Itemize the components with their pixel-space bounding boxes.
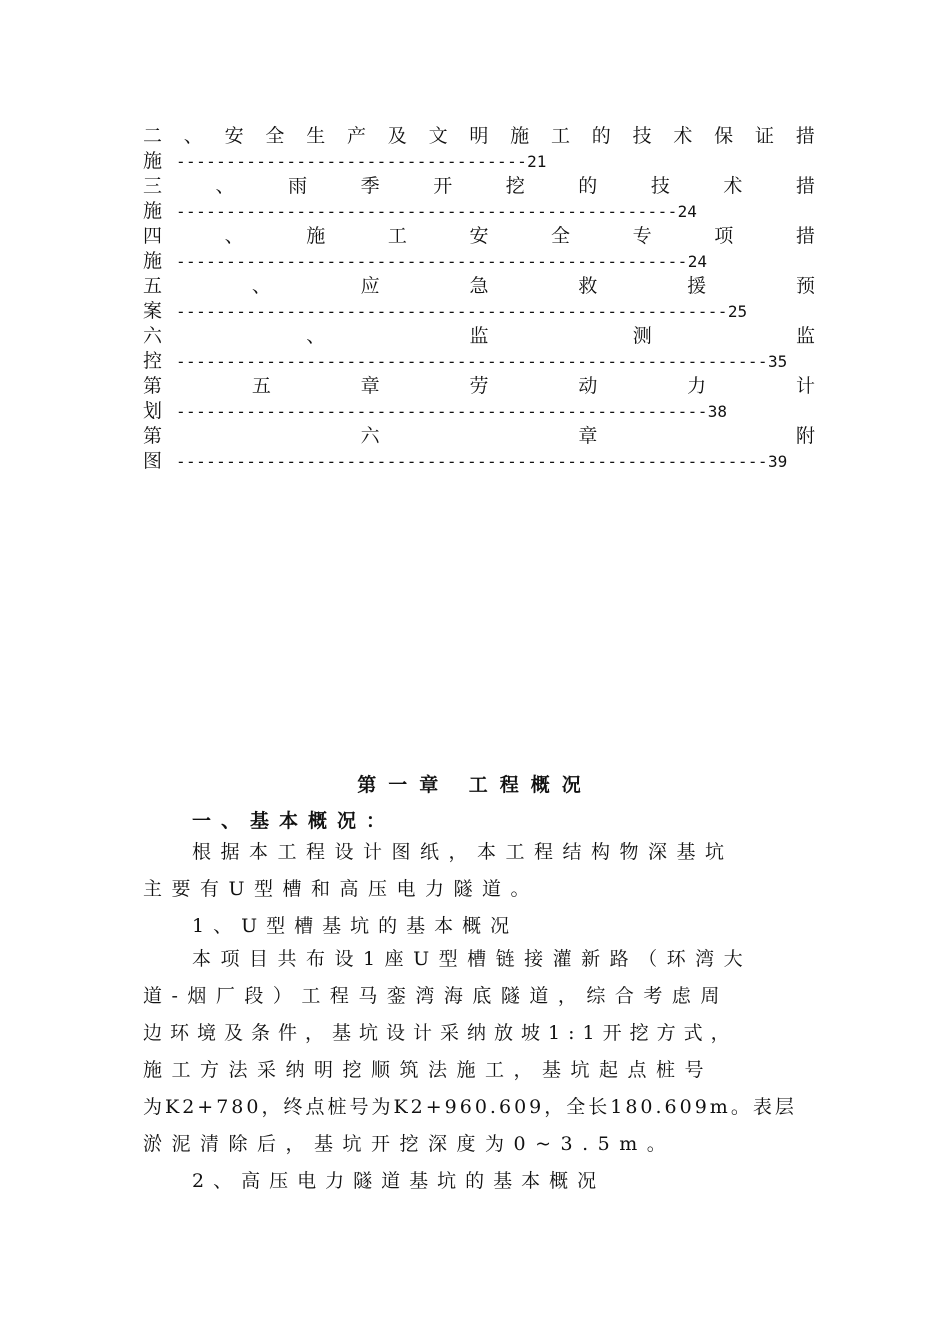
- toc-title-last-char: 控: [143, 350, 163, 372]
- toc-title-char: 全: [265, 125, 285, 147]
- toc-title-char: 生: [306, 125, 326, 147]
- toc-entry-title: [143, 424, 815, 449]
- toc-leader-line: [143, 349, 815, 374]
- toc-entry[interactable]: [143, 374, 815, 424]
- toc-entry-title: [143, 274, 815, 299]
- toc-page-number: 21: [527, 152, 547, 171]
- toc-page-number: 39: [767, 452, 788, 471]
- chapter-title: 第一章 工程概况: [357, 774, 593, 796]
- toc-entry-title: [143, 374, 815, 399]
- subsection-heading: 2、高压电力隧道基坑的基本概况: [192, 1170, 606, 1192]
- toc-entry-title: [143, 174, 815, 199]
- toc-title-char: 术: [723, 175, 743, 197]
- toc-title-char: 三: [143, 175, 163, 197]
- toc-title-char: 第: [143, 425, 163, 447]
- toc-entry[interactable]: [143, 174, 815, 224]
- toc-title-last-char: 施: [143, 150, 163, 172]
- toc-title-char: 监: [469, 325, 489, 347]
- toc-entry-title: [143, 324, 815, 349]
- toc-title-char: 六: [143, 325, 163, 347]
- toc-page-number: 38: [707, 402, 728, 421]
- intro-paragraph: [143, 834, 815, 908]
- toc-title-char: 五: [251, 375, 271, 397]
- toc-title-char: 、: [215, 175, 235, 197]
- toc-leader-line: [143, 149, 815, 174]
- toc-dot-leader: -----------------------------------------------------: [176, 402, 708, 421]
- toc-title-last-char: 划: [143, 400, 163, 422]
- toc-title-char: 救: [578, 275, 598, 297]
- toc-entry[interactable]: [143, 224, 815, 274]
- toc-leader-line: [143, 399, 815, 424]
- toc-title-last-char: 施: [143, 200, 163, 222]
- toc-title-char: 援: [687, 275, 707, 297]
- toc-title-char: 第: [143, 375, 163, 397]
- toc-leader-line: [143, 299, 815, 324]
- toc-title-char: 测: [632, 325, 652, 347]
- toc-title-char: 施: [306, 225, 326, 247]
- subsection-heading: 1、U型槽基坑的基本概况: [192, 915, 519, 937]
- toc-title-char: 附: [795, 425, 815, 447]
- paragraph-line: 为K2+780，终点桩号为K2+960.609，全长180.609m。表层: [143, 1096, 797, 1118]
- toc-entry[interactable]: [143, 324, 815, 374]
- toc-title-char: 计: [795, 375, 815, 397]
- toc-dot-leader: ---------------------------------------------------: [176, 252, 688, 271]
- toc-title-char: 二: [143, 125, 163, 147]
- toc-title-char: 工: [550, 125, 570, 147]
- paragraph-line: 施工方法采纳明挖顺筑法施工，基坑起点桩号: [143, 1059, 714, 1081]
- toc-title-char: 力: [687, 375, 707, 397]
- toc-title-char: 挖: [505, 175, 525, 197]
- toc-title-char: 安: [469, 225, 489, 247]
- toc-title-char: 季: [360, 175, 380, 197]
- section-heading: 一、基本概况：: [192, 810, 396, 832]
- toc-title-char: 专: [632, 225, 652, 247]
- toc-dot-leader: --------------------------------------------------: [176, 202, 678, 221]
- toc-title-last-char: 图: [143, 450, 163, 472]
- toc-title-char: 章: [360, 375, 380, 397]
- toc-title-char: 项: [714, 225, 734, 247]
- table-of-contents: [143, 124, 815, 474]
- toc-title-char: 五: [143, 275, 163, 297]
- toc-entry[interactable]: [143, 274, 815, 324]
- paragraph-line: 道-烟厂段）工程马銮湾海底隧道，综合考虑周: [143, 985, 729, 1007]
- toc-dot-leader: -------------------------------------------------------: [176, 302, 728, 321]
- toc-leader-line: [143, 449, 815, 474]
- toc-title-char: 、: [183, 125, 203, 147]
- toc-entry[interactable]: [143, 424, 815, 474]
- toc-title-char: 章: [578, 425, 598, 447]
- toc-title-char: 动: [578, 375, 598, 397]
- toc-title-char: 工: [387, 225, 407, 247]
- toc-entry-title: [143, 224, 815, 249]
- toc-title-char: 技: [632, 125, 652, 147]
- toc-leader-line: [143, 199, 815, 224]
- toc-title-char: 证: [754, 125, 774, 147]
- toc-title-char: 的: [578, 175, 598, 197]
- toc-title-char: 及: [387, 125, 407, 147]
- toc-title-char: 监: [795, 325, 815, 347]
- toc-title-char: 应: [360, 275, 380, 297]
- toc-entry-title: [143, 124, 815, 149]
- toc-title-char: 明: [469, 125, 489, 147]
- toc-title-char: 技: [650, 175, 670, 197]
- toc-title-char: 措: [795, 125, 815, 147]
- toc-title-char: 安: [224, 125, 244, 147]
- toc-title-char: 的: [591, 125, 611, 147]
- toc-title-char: 开: [433, 175, 453, 197]
- toc-title-char: 六: [360, 425, 380, 447]
- toc-title-char: 劳: [469, 375, 489, 397]
- toc-title-char: 文: [428, 125, 448, 147]
- toc-page-number: 24: [687, 252, 707, 271]
- toc-dot-leader: -----------------------------------------------------------: [176, 452, 768, 471]
- toc-title-char: 、: [251, 275, 271, 297]
- toc-title-char: 施: [510, 125, 530, 147]
- toc-title-char: 预: [795, 275, 815, 297]
- toc-title-char: 保: [714, 125, 734, 147]
- toc-page-number: 25: [727, 302, 748, 321]
- u-trough-paragraph: [143, 941, 815, 1163]
- toc-leader-line: [143, 249, 815, 274]
- toc-title-char: 全: [551, 225, 571, 247]
- toc-title-char: 术: [673, 125, 693, 147]
- toc-title-char: 雨: [288, 175, 308, 197]
- intro-line: 根据本工程设计图纸，本工程结构物深基坑: [192, 841, 734, 863]
- toc-title-last-char: 施: [143, 250, 163, 272]
- toc-title-char: 措: [795, 225, 815, 247]
- toc-dot-leader: -----------------------------------------------------------: [176, 352, 768, 371]
- intro-line: 主要有U型槽和高压电力隧道。: [143, 878, 540, 900]
- toc-title-char: 、: [306, 325, 326, 347]
- toc-title-char: 急: [469, 275, 489, 297]
- toc-entry[interactable]: [143, 124, 815, 174]
- toc-title-char: 、: [224, 225, 244, 247]
- toc-title-char: 产: [346, 125, 366, 147]
- toc-title-char: 四: [143, 225, 163, 247]
- toc-dot-leader: -----------------------------------: [176, 152, 528, 171]
- paragraph-line: 本项目共布设1座U型槽链接灌新路（环湾大: [192, 948, 753, 970]
- paragraph-line: 淤泥清除后，基坑开挖深度为0~3.5m。: [143, 1133, 676, 1155]
- toc-page-number: 35: [767, 352, 788, 371]
- paragraph-line: 边环境及条件，基坑设计采纳放坡1:1开挖方式，: [143, 1022, 738, 1044]
- toc-title-last-char: 案: [143, 300, 163, 322]
- toc-title-char: 措: [795, 175, 815, 197]
- toc-page-number: 24: [677, 202, 697, 221]
